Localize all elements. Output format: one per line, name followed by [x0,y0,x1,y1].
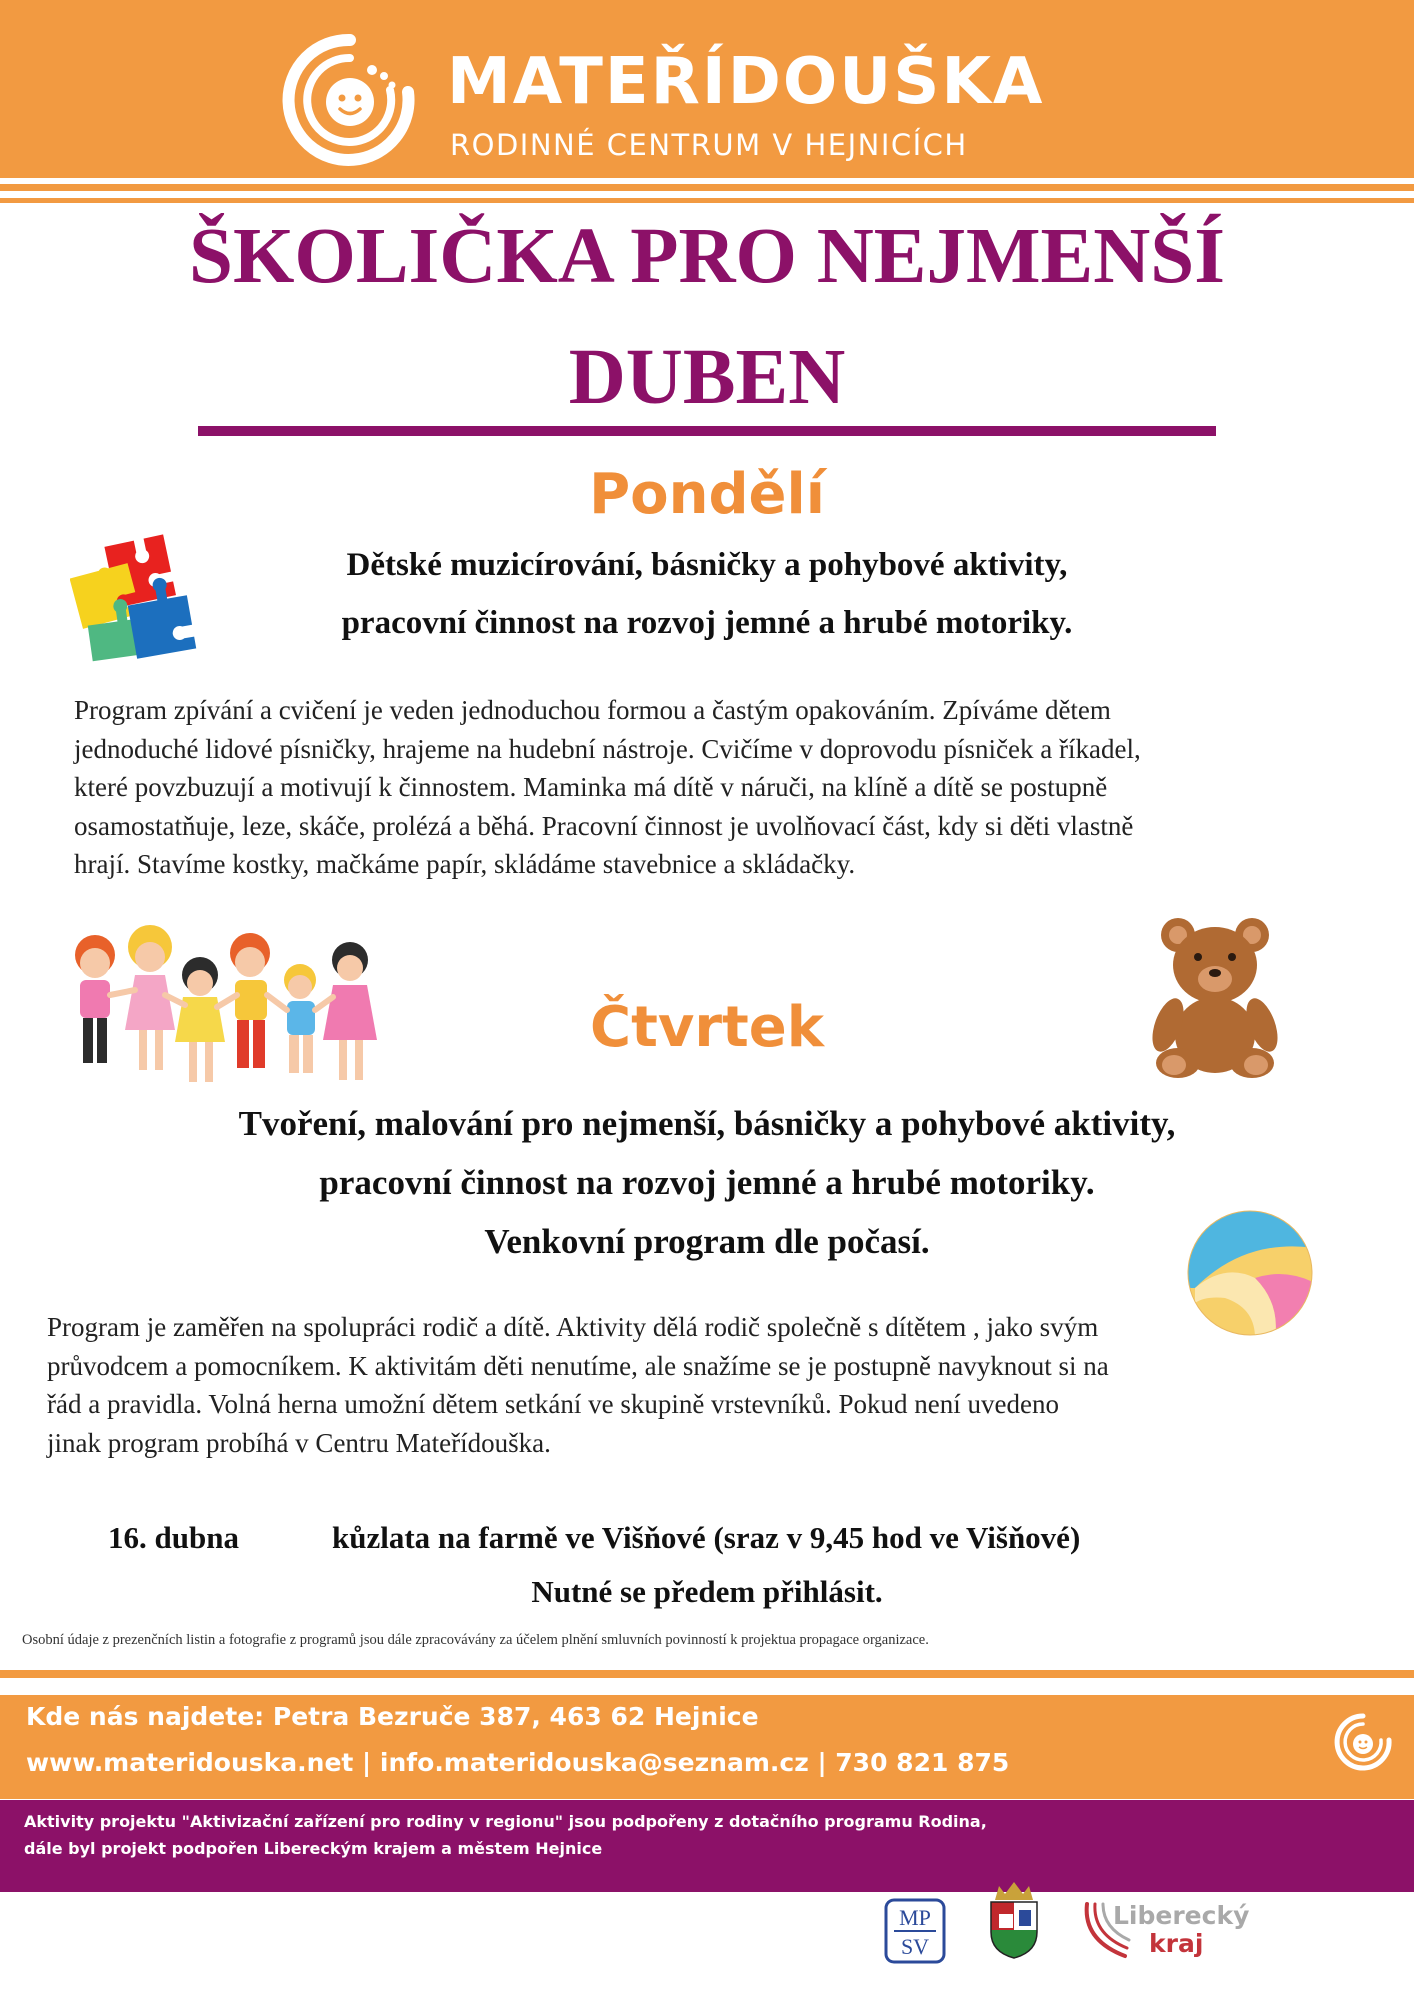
page-title: ŠKOLIČKA PRO NEJMENŠÍ [189,213,1225,300]
monday-description-line: osamostatňuje, leze, skáče, prolézá a běhá. Pracovní činnost je uvolňovací část, kdy si děti vlastně [74,810,1134,841]
mpsv-logo-top: MP [899,1905,931,1930]
event-date: 16. dubna [108,1520,239,1555]
privacy-notice: Osobní údaje z prezenčních listin a fotografie z programů jsou dále zpracovávány za účelem plnění smluvních povinností k projektua propagace organizace. [22,1632,929,1648]
monday-description-line: které povzbuzují a motivují k činnostem. Maminka má dítě v náruči, na klíně a dítě se postupně [74,772,1108,802]
mpsv-logo-bottom: SV [900,1934,930,1959]
thursday-headline-line2: pracovní činnost na rozvoj jemné a hrubé motoriky. [319,1163,1095,1202]
mpsv-logo [884,1898,946,1964]
smiling-sun-swirl-logo-icon [280,30,420,170]
thursday-heading: Čtvrtek [590,995,824,1060]
hejnice-coat-of-arms-icon [985,1880,1043,1960]
footer-support-line: dále byl projekt podpořen Libereckým krajem a městem Hejnice [24,1839,603,1858]
footer-address: Kde nás najdete: Petra Bezruče 387, 463 62 Hejnice [26,1702,759,1731]
thursday-headline-line3: Venkovní program dle počasí. [484,1222,930,1261]
monday-description-line: hrají. Stavíme kostky, mačkáme papír, skládáme stavebnice a skládačky. [74,849,856,879]
page-subtitle-month: DUBEN [568,334,846,421]
brand-name: MATEŘÍDOUŠKA [447,45,1045,119]
header-divider-thin [0,198,1414,203]
event-registration-note: Nutné se předem přihlásit. [531,1574,883,1609]
footer-support-line: Aktivity projektu "Aktivizační zařízení pro rodiny v regionu" jsou podpořeny z dotačního programu Rodina, [24,1812,987,1831]
monday-description-line: Program zpívání a cvičení je veden jednoduchou formou a častým opakováním. Zpíváme dětem [74,695,1111,725]
event-description: kůzlata na farmě ve Višňové (sraz v 9,45 hod ve Višňové) [332,1520,1081,1555]
monday-headline-line1: Dětské muzicírování, básničky a pohybové aktivity, [346,547,1068,583]
monday-heading: Pondělí [589,462,825,527]
footer-divider [0,1670,1414,1678]
monday-description-line: jednoduché lidové písničky, hrajeme na hudební nástroje. Cvičíme v doprovodu písniček a říkadel, [74,733,1141,764]
footer-contacts[interactable]: www.materidouska.net | info.materidouska@seznam.cz | 730 821 875 [26,1748,1010,1777]
title-underline [198,426,1216,436]
liberecky-kraj-word2: kraj [1149,1929,1204,1958]
header-divider [0,184,1414,191]
thursday-description [47,1308,1387,1462]
liberecky-kraj-logo [1113,1902,1249,1958]
monday-headline-line2: pracovní činnost na rozvoj jemné a hrubé motoriky. [341,605,1073,641]
thursday-description-line: řád a pravidla. Volná herna umožní dětem setkání ve skupině vrstevníků. Pokud není uvedeno [47,1389,1060,1419]
thursday-description-line: Program je zaměřen na spolupráci rodič a dítě. Aktivity dělá rodič společně s dítětem , jako svým [47,1312,1099,1342]
footer-logo-icon [1333,1712,1393,1772]
thursday-headline-line1: Tvoření, malování pro nejmenší, básničky a pohybové aktivity, [238,1104,1176,1143]
footer-support-text [24,1808,987,1862]
thursday-description-line: průvodcem a pomocníkem. K aktivitám děti nenutíme, ale snažíme se je postupně navyknout si na [47,1350,1109,1381]
monday-description [74,691,1404,884]
thursday-description-line: jinak program probíhá v Centru Mateřídouška. [47,1427,551,1458]
brand-subtitle: RODINNÉ CENTRUM V HEJNICÍCH [450,128,968,162]
liberecky-kraj-word1: Liberecký [1113,1901,1250,1930]
